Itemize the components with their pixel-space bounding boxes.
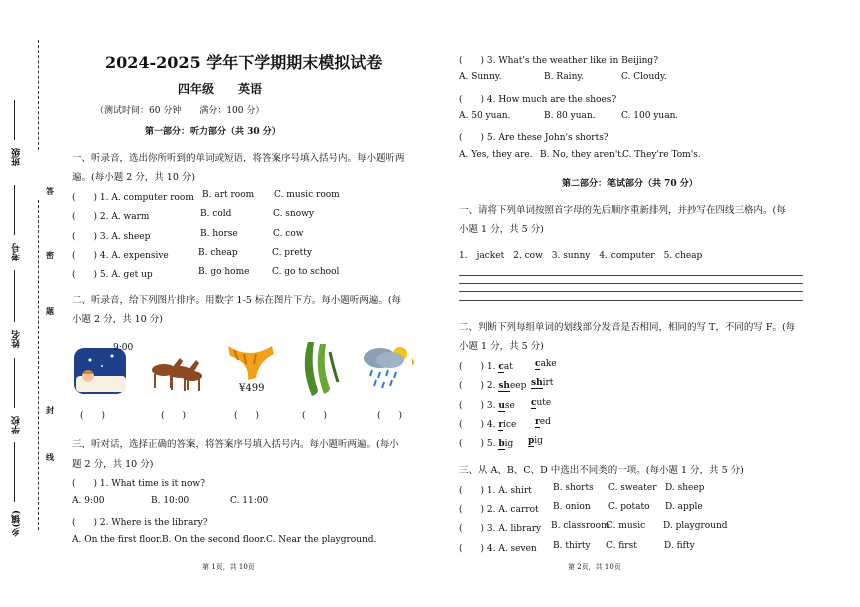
w2-item [459,436,513,449]
exam-number-label: 考号 [12,243,22,261]
underlined-letters: r [535,417,540,427]
seal-line [38,200,39,530]
s1-question: ( ) 2. A. warm [72,212,150,222]
s1-instruction: 遍。(每小题 2 分，共 10 分) [72,172,196,183]
w3-question: ( ) 1. A. shirt [459,486,532,496]
subject-label: 英语 [238,82,263,96]
w3-question: ( ) 3. A. library [459,524,542,534]
s1-question: ( ) 4. A. expensive [72,251,169,261]
picture-answer-blank[interactable]: ( ) [234,411,260,421]
seal-char: 封 [46,405,54,415]
w3-option-c: C. first [606,541,637,551]
writing-line [459,275,803,276]
page-number-left: 第 1页，共 10页 [202,563,255,571]
w2-item-number: ( ) 5. [459,439,499,449]
word-rest: ute [536,398,552,408]
writing-line [459,291,803,292]
w2-instruction: 小题 1 分，共 5 分) [459,341,544,352]
fill-line [14,358,15,408]
s3-option-a: A. On the first floor. [72,535,163,545]
green-beans-picture [298,340,342,398]
writing-line [459,283,803,284]
rain-cloud-picture [360,340,416,398]
w1-word-list: 1. jacket 2. cow 3. sunny 4. computer 5. cheap [459,251,703,261]
w3-option-b: B. shorts [553,483,594,493]
s3-option-c: C. They're Tom's. [622,150,701,160]
w3-option-d: D. playground [663,521,728,531]
s1-option-b: B. horse [200,229,238,239]
exam-title: 2024-2025 学年下学期期末模拟试卷 [105,53,383,72]
part1-heading: 第一部分：听力部分（共 30 分） [145,127,281,137]
s3-option-c: C. Cloudy. [621,72,667,82]
w2-item-number: ( ) 4. [459,420,499,430]
underlined-letters: r [498,420,504,430]
s3-option-a: A. 9:00 [72,496,105,506]
s1-option-c: C. music room [274,190,340,200]
s3-question: ( ) 1. What time is it now? [72,479,205,489]
binding-margin [0,0,55,607]
s1-question: ( ) 1. A. computer room [72,193,194,203]
s1-option-b: B. cheap [198,248,238,258]
time-note: （测试时间：60 分钟 满分：100 分） [95,106,265,116]
w3-option-b: B. classroom [551,521,610,531]
s2-instruction: 小题 2 分，共 10 分) [72,314,163,325]
w2-compare-word [535,359,557,369]
underlined-letters: sh [498,381,510,391]
seal-char: 线 [46,452,54,462]
s2-instruction: 二、听录音，给下列图片排序。用数字 1-5 标在图片下方。每小题听两遍。(每 [72,295,402,306]
picture-answer-blank[interactable]: ( ) [80,411,106,421]
w3-option-d: D. fifty [664,541,695,551]
w2-item-number: ( ) 3. [459,401,499,411]
underlined-letters: p [528,436,535,446]
w3-question: ( ) 4. A. seven [459,544,537,554]
w3-option-c: C. potato [608,502,650,512]
s3-option-a: A. Yes, they are. [459,150,533,160]
fill-line [14,185,15,235]
s1-option-c: C. cow [273,229,304,239]
w2-item [459,417,516,430]
w3-question: ( ) 2. A. carrot [459,505,539,515]
s3-option-c: C. 100 yuan. [621,111,679,121]
s3-option-b: B. No, they aren't. [540,150,624,160]
word-rest: ig [534,436,543,446]
word-rest: irt [542,378,554,388]
s3-instruction: 三、听对话，选择正确的答案，将答案序号填入括号内。每小题听两遍。(每小 [72,439,399,450]
w3-option-d: D. sheep [665,483,705,493]
word-rest: ake [540,359,557,369]
town-label: 乡(镇) [12,510,22,537]
w2-compare-word [528,436,543,446]
s3-option-a: A. Sunny. [459,72,502,82]
underlined-letters: c [498,362,504,372]
s3-option-a: A. 50 yuan. [459,111,511,121]
s1-option-c: C. go to school [272,267,340,277]
s3-instruction: 题 2 分，共 10 分) [72,459,154,470]
page-number-right: 第 2页，共 10页 [568,563,621,571]
price-tag: ¥499 [239,383,265,394]
underlined-letters: b [498,439,505,449]
s3-option-b: B. 10:00 [151,496,190,506]
w2-compare-word [531,398,551,408]
picture-answer-blank[interactable]: ( ) [161,411,187,421]
word-rest: se [504,401,515,411]
w2-item-number: ( ) 2. [459,381,499,391]
s3-question: ( ) 4. How much are the shoes? [459,95,617,105]
clock-time-label: 9:00 [113,343,134,353]
s3-option-b: B. 80 yuan. [544,111,596,121]
w3-instruction: 三、从 A、B、C、D 中选出不同类的一项。(每小题 1 分，共 5 分) [459,465,744,476]
w3-option-c: C. sweater [608,483,657,493]
s3-question: ( ) 2. Where is the library? [72,518,208,528]
s1-option-b: B. go home [198,267,250,277]
w2-instruction: 二、判断下列每组单词的划线部分发音是否相同，相同的写 T，不同的写 F。(每 [459,322,796,333]
word-rest: ice [503,420,517,430]
seal-line [38,40,39,150]
fill-line [14,270,15,322]
word-rest: at [503,362,513,372]
seal-char: 答 [46,186,54,196]
s1-instruction: 一、听录音，选出你所听到的单词或短语，将答案序号填入括号内。每小题听两 [72,153,405,164]
w2-item [459,359,513,372]
word-rest: eep [509,381,527,391]
w2-item [459,378,526,391]
s3-option-b: B. Rainy. [544,72,585,82]
s1-option-c: C. pretty [272,248,312,258]
fill-line [14,100,15,140]
school-label: 学校 [12,416,22,434]
seal-char: 密 [46,250,54,260]
underlined-letters: c [531,398,537,408]
s1-question: ( ) 3. A. sheep [72,232,151,242]
picture-answer-blank[interactable]: ( ) [377,411,403,421]
s1-option-b: B. art room [202,190,255,200]
underlined-letters: sh [531,378,543,388]
w2-compare-word [535,417,551,427]
w3-option-b: B. thirty [553,541,591,551]
w2-item [459,398,515,411]
w1-instruction: 一、请将下列单词按照首字母的先后顺序重新排列，并抄写在四线三格内。(每 [459,205,786,216]
s3-option-b: B. On the second floor. [162,535,266,545]
name-label: 姓名 [12,330,22,348]
horses-picture [146,340,208,398]
picture-answer-blank[interactable]: ( ) [302,411,328,421]
w3-option-b: B. onion [553,502,591,512]
seal-char: 题 [46,306,54,316]
s3-question: ( ) 5. Are these John's shorts? [459,133,609,143]
w2-item-number: ( ) 1. [459,362,499,372]
s1-option-b: B. cold [200,209,232,219]
w2-compare-word [531,378,553,388]
fill-line [14,442,15,502]
s3-option-c: C. 11:00 [230,496,269,506]
class-label: 班级 [12,148,22,166]
w3-option-c: C. music [606,521,646,531]
writing-line [459,300,803,301]
underlined-letters: u [498,401,505,411]
underlined-letters: c [535,359,541,369]
word-rest: ed [539,417,551,427]
s3-option-c: C. Near the playground. [266,535,377,545]
s1-option-c: C. snowy [273,209,314,219]
word-rest: ig [504,439,514,449]
part2-heading: 第二部分：笔试部分（共 70 分） [562,179,698,189]
s3-question: ( ) 3. What's the weather like in Beijing? [459,56,659,66]
w3-option-d: D. apple [665,502,703,512]
s1-question: ( ) 5. A. get up [72,270,153,280]
w1-instruction: 小题 1 分，共 5 分) [459,224,544,235]
grade-label: 四年级 [178,82,215,96]
